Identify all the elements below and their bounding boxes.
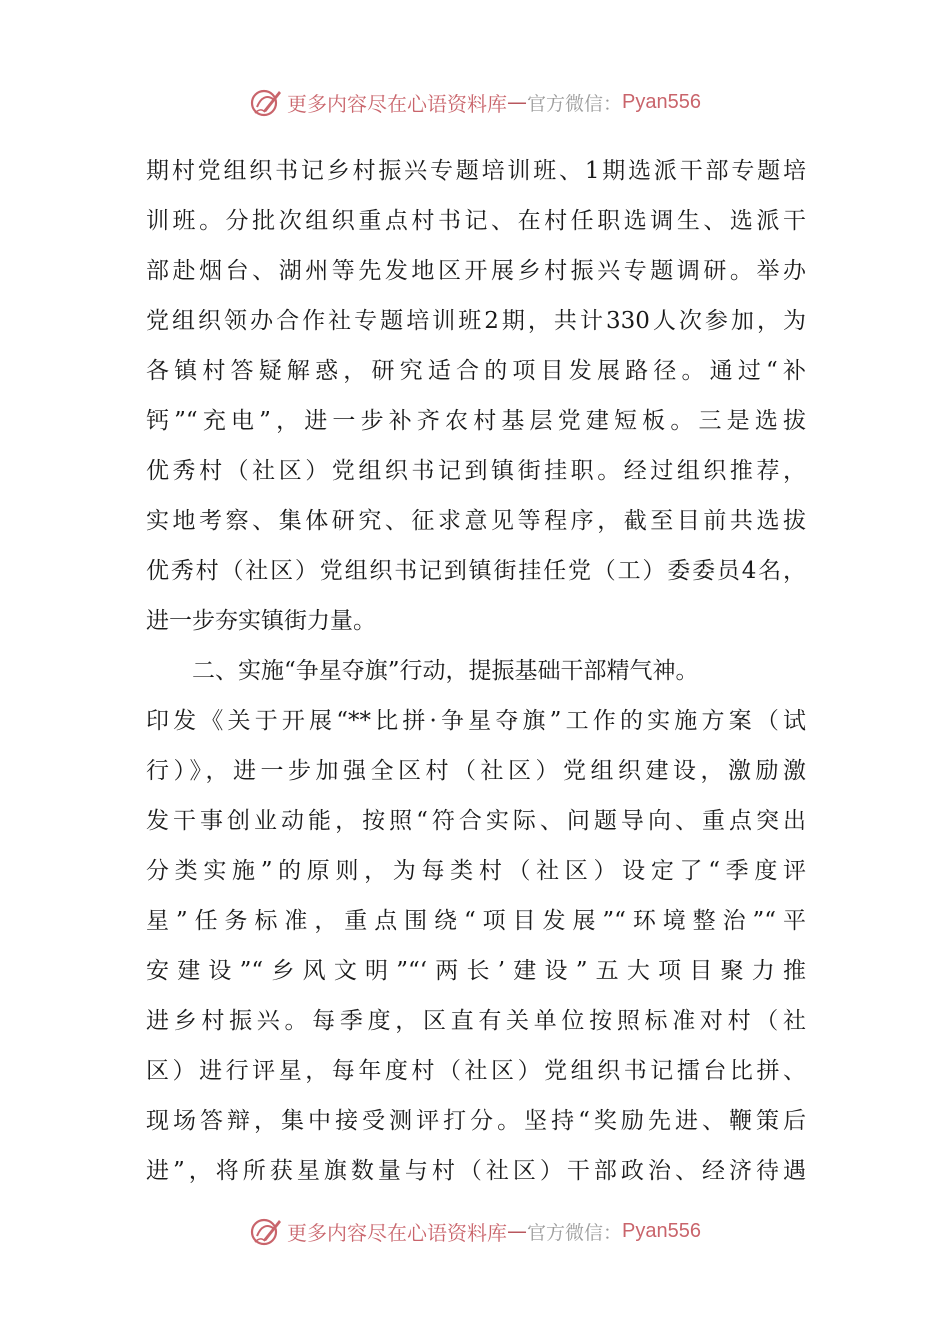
text-line: 安建设”“乡风文明”“‘两长’建设”五大项目聚力推 [146,958,806,984]
pen-swirl-logo-icon [249,1214,283,1248]
text-line: 星”任务标准，重点围绕“项目发展”“环境整治”“平 [146,908,806,934]
text-line: 训班。分批次组织重点村书记、在村任职选调生、选派干 [146,208,806,234]
watermark-wechat-id: Pyan556 [622,90,701,113]
text-line: 进乡村振兴。每季度，区直有关单位按照标准对村（社 [146,1008,806,1034]
watermark-slogan: 更多内容尽在心语资料库 [287,91,507,116]
watermark-slogan: 更多内容尽在心语资料库 [287,1220,507,1245]
text-line: 党组织领办合作社专题培训班2期，共计330人次参加，为 [146,308,806,334]
text-line: 进”，将所获星旗数量与村（社区）干部政治、经济待遇 [146,1158,806,1184]
text-line: 优秀村（社区）党组织书记到镇街挂职。经过组织推荐， [146,458,806,484]
text-line: 实地考察、集体研究、征求意见等程序，截至目前共选拔 [146,508,806,534]
text-line: 区）进行评星，每年度村（社区）党组织书记擂台比拼、 [146,1058,806,1084]
watermark-wechat-id: Pyan556 [622,1219,701,1242]
text-line: 发干事创业动能，按照“符合实际、问题导向、重点突出 [146,808,806,834]
text-line: 印发《关于开展“**比拼·争星夺旗”工作的实施方案（试 [146,708,806,734]
text-line: 分类实施”的原则，为每类村（社区）设定了“季度评 [146,858,806,884]
text-line: 现场答辩，集中接受测评打分。坚持“奖励先进、鞭策后 [146,1108,806,1134]
text-line: 进一步夯实镇街力量。 [146,608,376,634]
watermark-dash: — [507,90,527,114]
text-line: 钙”“充电”，进一步补齐农村基层党建短板。三是选拔 [146,408,806,434]
footer-watermark-banner [0,1211,950,1251]
pen-swirl-logo-icon [249,85,283,119]
text-line: 优秀村（社区）党组织书记到镇街挂任党（工）委委员4名， [146,558,806,584]
text-line: 行）》，进一步加强全区村（社区）党组织建设，激励激 [146,758,806,784]
watermark-contact-label: 官方微信： [527,1221,623,1244]
text-line: 期村党组织书记乡村振兴专题培训班、1期选派干部专题培 [146,158,806,184]
text-line: 部赴烟台、湖州等先发地区开展乡村振兴专题调研。举办 [146,258,806,284]
watermark-dash: — [507,1219,527,1243]
section-heading: 二、实施“争星夺旗”行动，提振基础干部精气神。 [192,658,699,684]
document-body [146,146,806,1196]
header-watermark-banner [0,82,950,122]
watermark-contact-label: 官方微信： [527,92,623,115]
text-line: 各镇村答疑解惑，研究适合的项目发展路径。通过“补 [146,358,806,384]
